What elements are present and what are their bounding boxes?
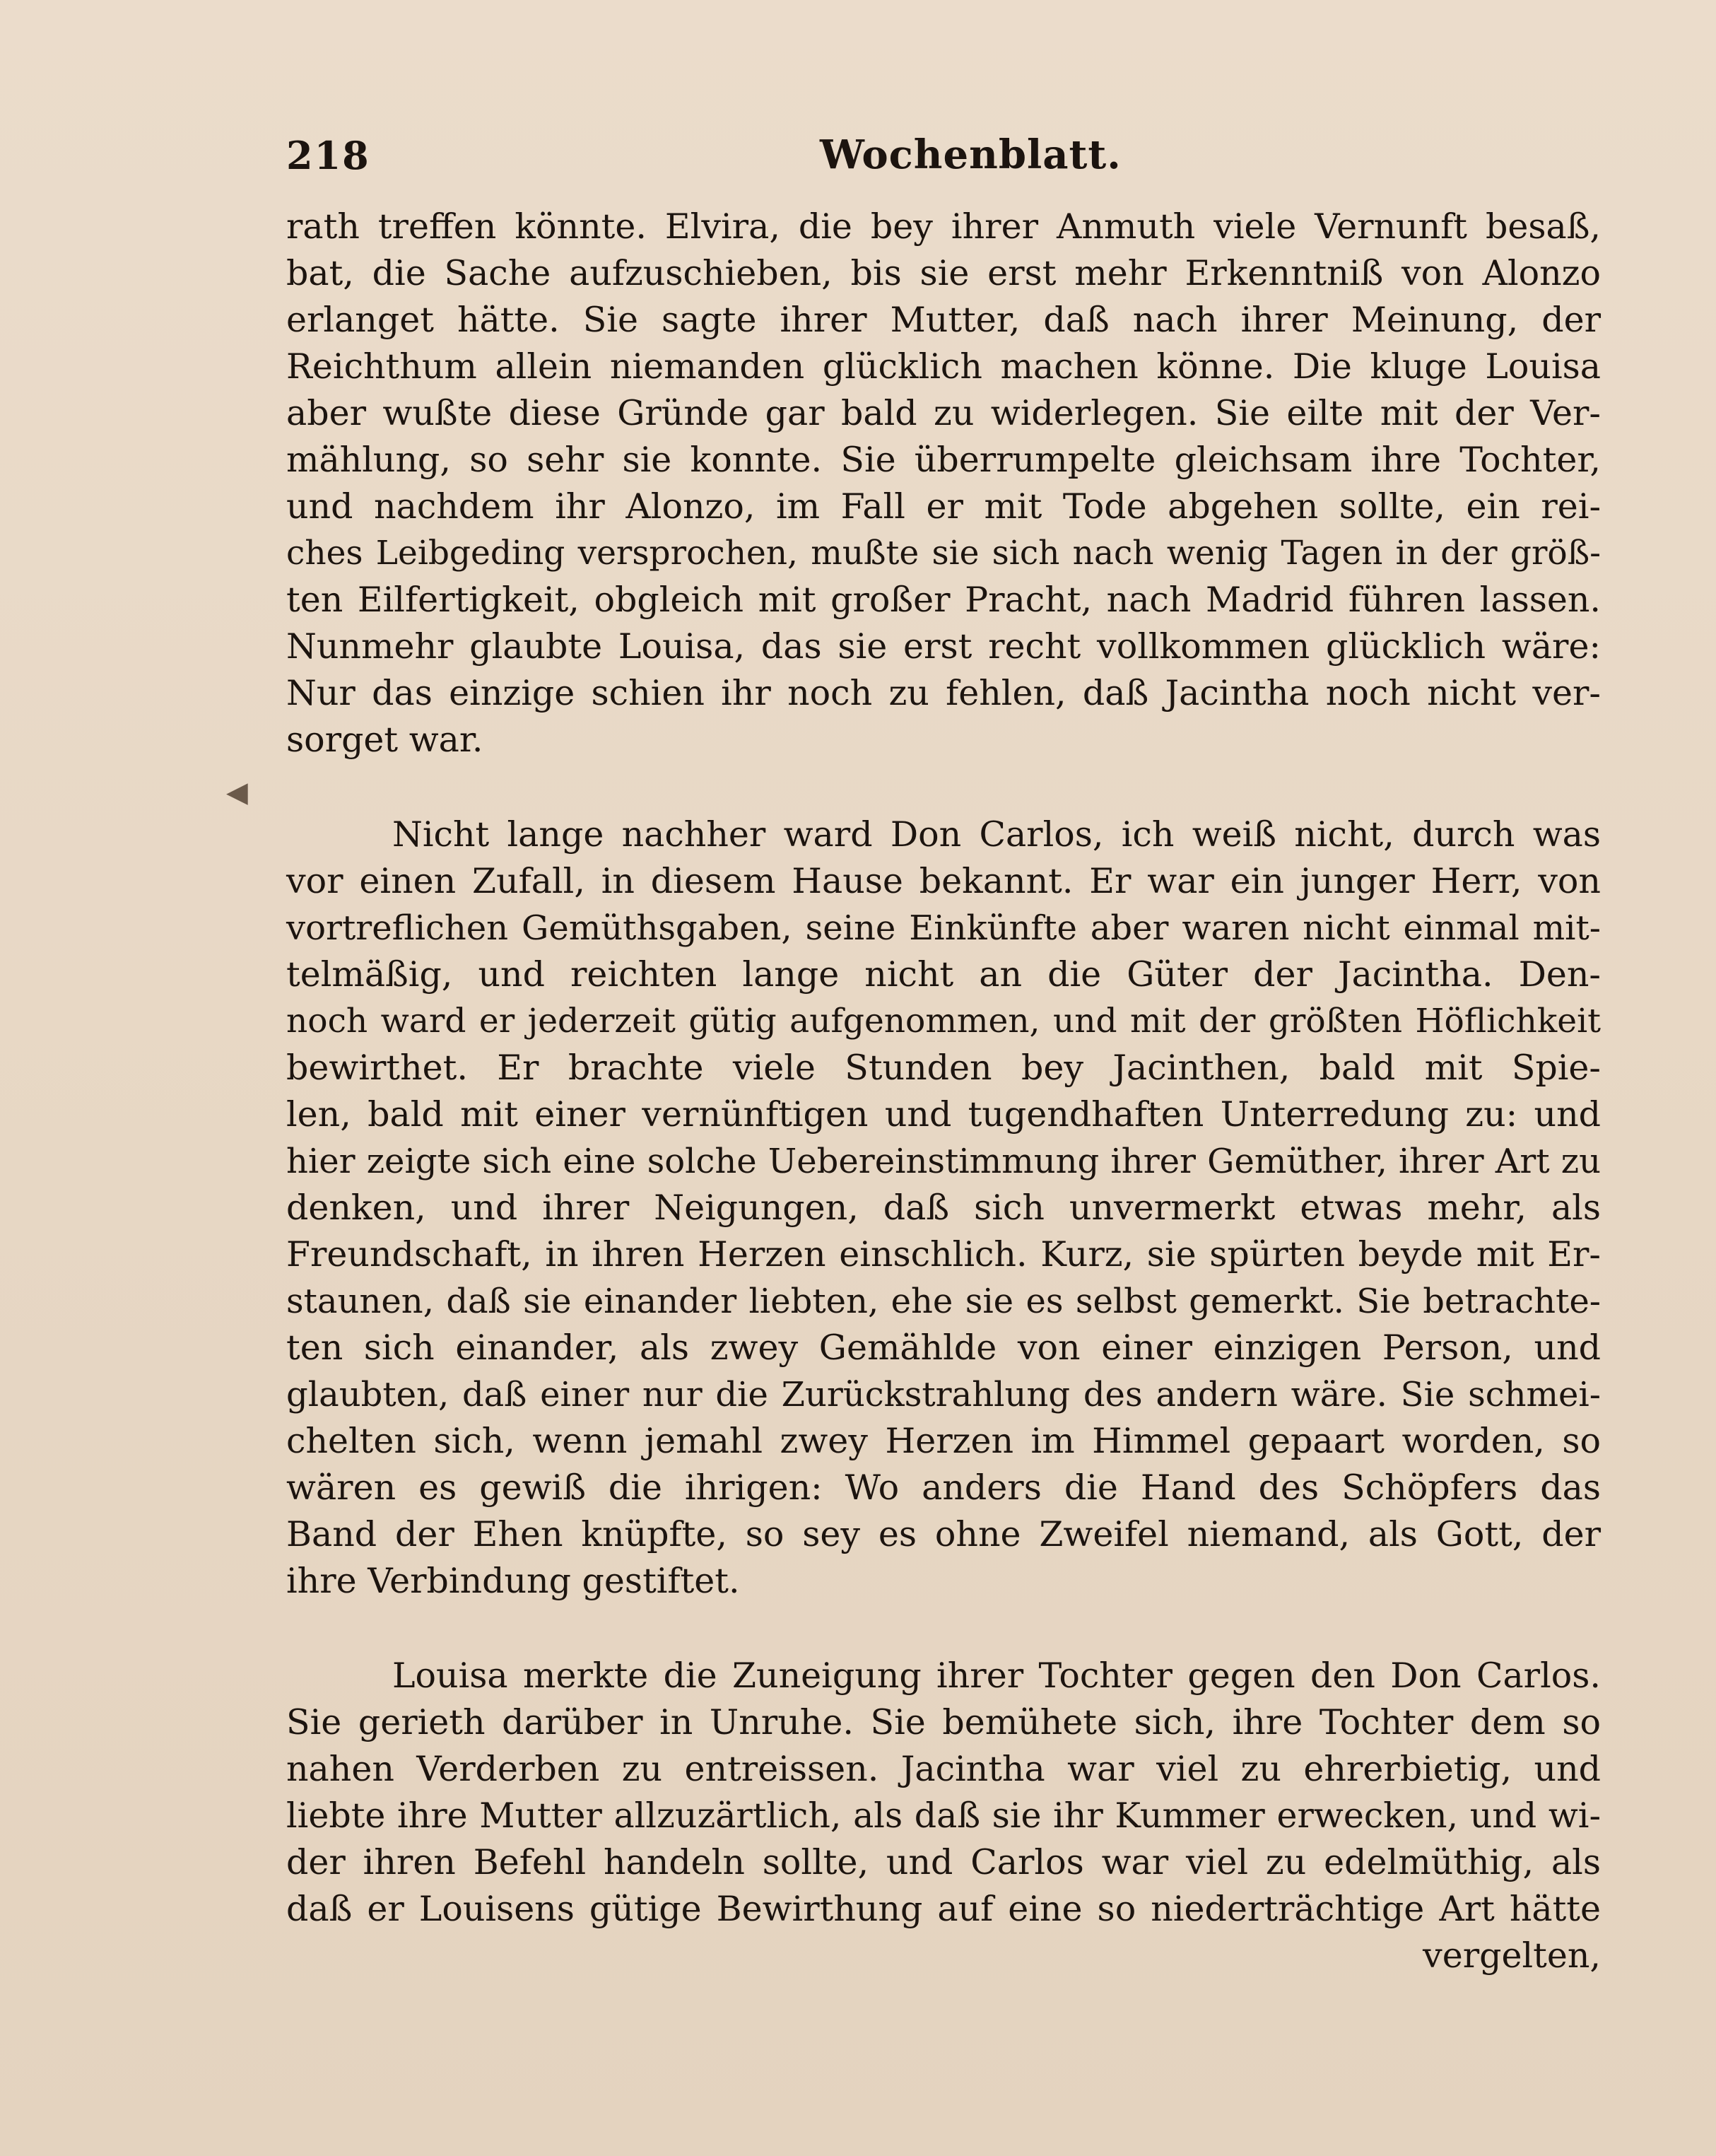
text-line: ten sich einander, als zwey Gemählde von einer einzigen Person, und (286, 1328, 1601, 1368)
paragraph-2 (286, 812, 1601, 1605)
text-line: aber wußte diese Gründe gar bald zu widerlegen. Sie eilte mit der Ver- (286, 393, 1601, 433)
text-line: Nur das einzige schien ihr noch zu fehlen, daß Jacintha noch nicht ver- (286, 673, 1601, 713)
text-line: ihre Verbindung gestiftet. (286, 1561, 740, 1601)
text-line: vor einen Zufall, in diesem Hause bekannt. Er war ein junger Herr, von (286, 861, 1601, 901)
text-line: sorget war. (286, 720, 483, 760)
text-line: Reichthum allein niemanden glücklich machen könne. Die kluge Louisa (286, 346, 1601, 387)
page-number: 218 (286, 133, 370, 178)
text-line: liebte ihre Mutter allzuzärtlich, als daß sie ihr Kummer erwecken, und wi- (286, 1795, 1601, 1836)
text-line: noch ward er jederzeit gütig aufgenommen, und mit der größten Höflichkeit (286, 1002, 1601, 1041)
text-line: hier zeigte sich eine solche Uebereinstimmung ihrer Gemüther, ihrer Art zu (286, 1142, 1601, 1181)
page-edge-mark: ◀ (226, 776, 248, 809)
text-line: bat, die Sache aufzuschieben, bis sie erst mehr Erkenntniß von Alonzo (286, 253, 1601, 293)
text-line-indented: Nicht lange nachher ward Don Carlos, ich weiß nicht, durch was (392, 814, 1601, 855)
text-line: wären es gewiß die ihrigen: Wo anders die Hand des Schöpfers das (286, 1467, 1601, 1508)
text-line: chelten sich, wenn jemahl zwey Herzen im Himmel gepaart worden, so (286, 1421, 1601, 1461)
text-line: Sie gerieth darüber in Unruhe. Sie bemühete sich, ihre Tochter dem so (286, 1702, 1601, 1742)
text-line: len, bald mit einer vernünftigen und tugendhaften Unterredung zu: und (286, 1094, 1601, 1135)
paragraph-1 (286, 204, 1601, 763)
text-line: mählung, so sehr sie konnte. Sie überrumpelte gleichsam ihre Tochter, (286, 440, 1601, 480)
text-line: Freundschaft, in ihren Herzen einschlich. Kurz, sie spürten beyde mit Er- (286, 1234, 1601, 1275)
text-line: glaubten, daß einer nur die Zurückstrahlung des andern wäre. Sie schmei- (286, 1375, 1601, 1414)
page-header (286, 119, 1601, 189)
text-line: erlanget hätte. Sie sagte ihrer Mutter, daß nach ihrer Meinung, der (286, 300, 1601, 340)
text-line: rath treffen könnte. Elvira, die bey ihrer Anmuth viele Vernunft besaß, (286, 206, 1601, 247)
text-line-indented: Louisa merkte die Zuneigung ihrer Tochter gegen den Don Carlos. (392, 1656, 1601, 1696)
text-line: ches Leibgeding versprochen, mußte sie sich nach wenig Tagen in der größ- (286, 534, 1601, 573)
text-line: ten Eilfertigkeit, obgleich mit großer Pracht, nach Madrid führen lassen. (286, 580, 1601, 620)
text-line: telmäßig, und reichten lange nicht an die Güter der Jacintha. Den- (286, 954, 1601, 995)
catchword: vergelten, (1423, 1935, 1601, 1976)
running-title: Wochenblatt. (820, 131, 1122, 178)
text-line: Nunmehr glaubte Louisa, das sie erst recht vollkommen glücklich wäre: (286, 626, 1601, 667)
paragraph-3 (286, 1653, 1601, 1979)
text-line: daß er Louisens gütige Bewirthung auf eine so niederträchtige Art hätte (286, 1889, 1601, 1929)
text-line: und nachdem ihr Alonzo, im Fall er mit Tode abgehen sollte, ein rei- (286, 486, 1601, 527)
text-line: Band der Ehen knüpfte, so sey es ohne Zweifel niemand, als Gott, der (286, 1514, 1601, 1554)
text-line: nahen Verderben zu entreissen. Jacintha war viel zu ehrerbietig, und (286, 1749, 1601, 1789)
text-line: denken, und ihrer Neigungen, daß sich unvermerkt etwas mehr, als (286, 1188, 1601, 1228)
text-line: der ihren Befehl handeln sollte, und Carlos war viel zu edelmüthig, als (286, 1842, 1601, 1882)
text-line: bewirthet. Er brachte viele Stunden bey Jacinthen, bald mit Spie- (286, 1048, 1601, 1088)
text-line: vortreflichen Gemüthsgaben, seine Einkünfte aber waren nicht einmal mit- (286, 908, 1601, 948)
text-line: staunen, daß sie einander liebten, ehe sie es selbst gemerkt. Sie betrachte- (286, 1282, 1601, 1321)
